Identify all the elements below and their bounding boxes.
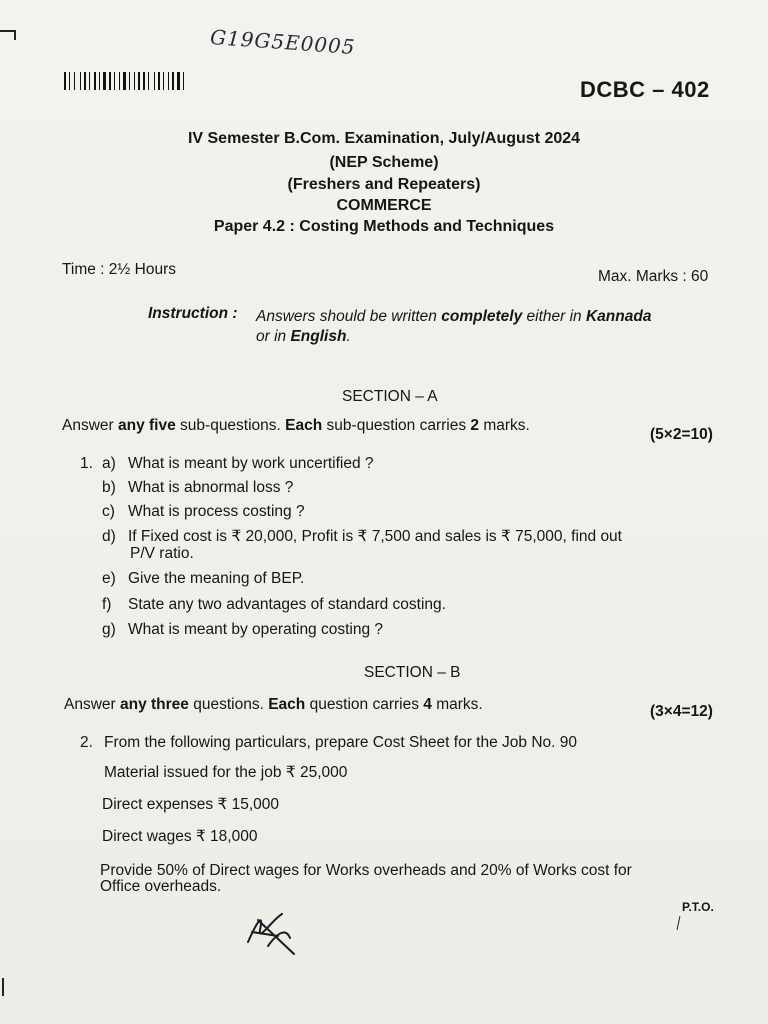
question-number: 2. xyxy=(80,734,93,751)
sub-question: e) Give the meaning of BEP. xyxy=(102,570,305,587)
question-number: 1. xyxy=(80,455,93,472)
cost-item: Direct wages ₹ 18,000 xyxy=(102,828,258,845)
scheme: (NEP Scheme) xyxy=(329,154,439,171)
barcode xyxy=(64,72,198,90)
sub-question: a) What is meant by work uncertified ? xyxy=(102,455,374,472)
question-text: From the following particulars, prepare Cost Sheet for the Job No. 90 xyxy=(104,734,577,751)
time-allowed: Time : 2½ Hours xyxy=(62,261,176,278)
section-a-marks: (5×2=10) xyxy=(650,426,713,443)
exam-title: IV Semester B.Com. Examination, July/August 2024 xyxy=(187,130,581,147)
pto-label: P.T.O. xyxy=(682,900,714,914)
sub-question: f) State any two advantages of standard costing. xyxy=(102,596,446,613)
paper-code: DCBC – 402 xyxy=(580,77,710,102)
sub-question: d) If Fixed cost is ₹ 20,000, Profit is ₹ 7,500 and sales is ₹ 75,000, find out xyxy=(102,528,622,545)
section-b-instruction: Answer any three questions. Each question carries 4 marks. xyxy=(64,696,483,713)
corner-mark xyxy=(14,30,16,40)
handwritten-code: G19G5E0005 xyxy=(209,24,357,60)
section-b-title: SECTION – B xyxy=(364,664,461,681)
instruction-line-1: Answers should be written completely either in Kannada xyxy=(256,308,652,325)
sub-question: c) What is process costing ? xyxy=(102,503,305,520)
instruction-label: Instruction : xyxy=(148,305,238,322)
pen-mark xyxy=(677,916,681,930)
provision-note: Provide 50% of Direct wages for Works overheads and 20% of Works cost for xyxy=(100,862,632,879)
section-b-marks: (3×4=12) xyxy=(650,703,713,720)
candidate-type: (Freshers and Repeaters) xyxy=(287,176,481,193)
section-a-title: SECTION – A xyxy=(342,388,438,405)
section-a-instruction: Answer any five sub-questions. Each sub-question carries 2 marks. xyxy=(62,417,530,434)
provision-note-continued: Office overheads. xyxy=(100,878,222,895)
paper-title: Paper 4.2 : Costing Methods and Techniques xyxy=(213,218,555,235)
subject: COMMERCE xyxy=(336,197,432,214)
corner-mark xyxy=(2,978,4,996)
instruction-line-2: or in English. xyxy=(256,328,351,345)
sub-question: g) What is meant by operating costing ? xyxy=(102,621,384,638)
sub-question-continued: P/V ratio. xyxy=(130,545,194,562)
cost-item: Direct expenses ₹ 15,000 xyxy=(102,796,280,813)
cost-item: Material issued for the job ₹ 25,000 xyxy=(104,764,348,781)
max-marks: Max. Marks : 60 xyxy=(598,268,709,285)
sub-question: b) What is abnormal loss ? xyxy=(102,479,294,496)
signature-mark xyxy=(238,902,310,960)
